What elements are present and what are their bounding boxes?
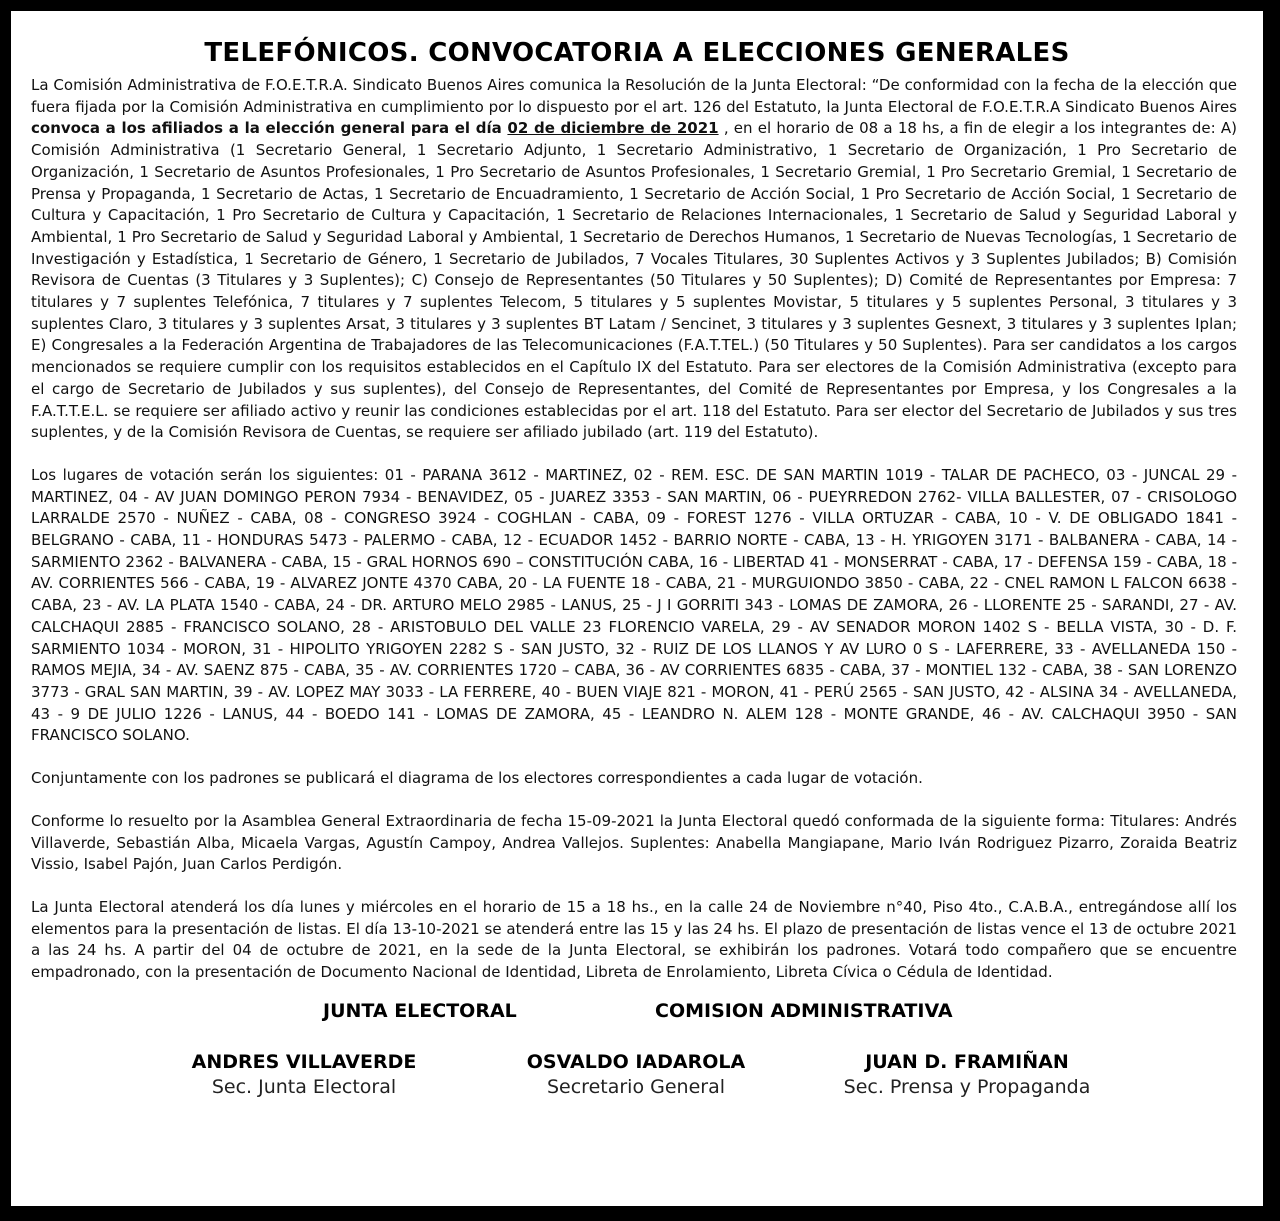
page-title: TELEFÓNICOS. CONVOCATORIA A ELECCIONES GENERALES [204, 38, 1070, 68]
signature-role: Sec. Prensa y Propaganda [843, 1075, 1091, 1098]
election-date: 02 de diciembre de 2021 [507, 119, 719, 138]
heading-comision-administrativa: COMISION ADMINISTRATIVA [655, 999, 953, 1022]
signature-block [797, 1050, 1137, 1100]
signature-name: ANDRES VILLAVERDE [191, 1050, 417, 1073]
paragraph-voting-places: Los lugares de votación serán los siguientes: 01 - PARANA 3612 - MARTINEZ, 02 - REM. ESC. DE SAN MARTIN 1019 - TALAR DE PACHECO, 03 - JUNCAL 29 - MARTINEZ, 04 - AV JUAN DOMINGO PERON 7934 - BENAVIDEZ, 05 - JUAREZ 3353 - SAN MARTIN, 06 - PUEYRREDON 2762- VILLA BALLESTER, 07 - CRISOLOGO LARRALDE 2570 - NUÑEZ - CABA, 08 - CONGRESO 3924 - COGHLAN - CABA, 09 - FOREST 1276 - VILLA ORTUZAR - CABA, 10 - V. DE OBLIGADO 1841 - BELGRANO - CABA, 11 - HONDURAS 5473 - PALERMO - CABA, 12 - ECUADOR 1452 - BARRIO NORTE - CABA, 13 - H. YRIGOYEN 3171 - BALBANERA - CABA, 14 - SARMIENTO 2362 - BALVANERA - CABA, 15 - GRAL HORNOS 690 – CONSTITUCIÓN CABA, 16 - LIBERTAD 41 - MONSERRAT - CABA, 17 - DEFENSA 159 - CABA, 18 - AV. CORRIENTES 566 - CABA, 19 - ALVAREZ JONTE 4370 CABA, 20 - LA FUENTE 18 - CABA, 21 - MURGUIONDO 3850 - CABA, 22 - CNEL RAMON L FALCON 6638 - CABA, 23 - AV. LA PLATA 1540 - CABA, 24 - DR. ARTURO MELO 2985 - LANUS, 25 - J I GORRITI 343 - LOMAS DE ZAMORA, 26 - LLORENTE 25 - SARANDI, 27 - AV. CALCHAQUI 2885 - FRANCISCO SOLANO, 28 - ARISTOBULO DEL VALLE 23 FLORENCIO VARELA, 29 - AV SENADOR MORON 1402 S - BELLA VISTA, 30 - D. F. SARMIENTO 1034 - MORON, 31 - HIPOLITO YRIGOYEN 2282 S - SAN JUSTO, 32 - RUIZ DE LOS LLANOS Y AV LURO 0 S - LAFERRERE, 33 - AVELLANEDA 150 - RAMOS MEJIA, 34 - AV. SAENZ 875 - CABA, 35 - AV. CORRIENTES 1720 – CABA, 36 - AV CORRIENTES 6835 - CABA, 37 - MONTIEL 132 - CABA, 38 - SAN LORENZO 3773 - GRAL SAN MARTIN, 39 - AV. LOPEZ MAY 3033 - LA FERRERE, 40 - BUEN VIAJE 821 - MORON, 41 - PERÚ 2565 - SAN JUSTO, 42 - ALSINA 34 - AVELLANEDA, 43 - 9 DE JULIO 1226 - LANUS, 44 - BOEDO 141 - LOMAS DE ZAMORA, 45 - LEANDRO N. ALEM 128 - MONTE GRANDE, 46 - AV. CALCHAQUI 3950 - SAN FRANCISCO SOLANO. [31, 465, 1237, 745]
convocation-highlight: convoca a los afiliados a la elección general para el día [31, 119, 508, 138]
signature-block [466, 1050, 806, 1100]
notice-frame [8, 8, 1266, 1209]
paragraph-diagram: Conjuntamente con los padrones se publicará el diagrama de los electores correspondientes a cada lugar de votación. [31, 769, 923, 788]
signature-role: Sec. Junta Electoral [211, 1075, 397, 1098]
signature-role: Secretario General [546, 1075, 725, 1098]
signature-name: JUAN D. FRAMIÑAN [865, 1050, 1069, 1073]
paragraph-convocation-rest: , en el horario de 08 a 18 hs, a fin de elegir a los integrantes de: A) Comisión Administrativa (1 Secretario General, 1 Secretario Adjunto, 1 Secretario Administrativo, 1 Secretario de Organización, 1 Pro Secretario de Organización, 1 Secretario de Asuntos Profesionales, 1 Pro Secretario de Asuntos Profesionales, 1 Secretario Gremial, 1 Pro Secretario Gremial, 1 Secretario de Prensa y Propaganda, 1 Secretario de Actas, 1 Secretario de Encuadramiento, 1 Secretario de Acción Social, 1 Pro Secretario de Acción Social, 1 Secretario de Cultura y Capacitación, 1 Pro Secretario de Cultura y Capacitación, 1 Secretario de Relaciones Internacionales, 1 Secretario de Salud y Seguridad Laboral y Ambiental, 1 Pro Secretario de Salud y Seguridad Laboral y Ambiental, 1 Secretario de Derechos Humanos, 1 Secretario de Nuevas Tecnologías, 1 Secretario de Investigación y Estadística, 1 Secretario de Género, 1 Secretario de Jubilados, 7 Vocales Titulares, 30 Suplentes Activos y 3 Suplentes Jubilados; B) Comisión Revisora de Cuentas (3 Titulares y 3 Suplentes); C) Consejo de Representantes (50 Titulares y 50 Suplentes); D) Comité de Representantes por Empresa: 7 titulares y 7 suplentes Telefónica, 7 titulares y 7 suplentes Telecom, 5 titulares y 5 suplentes Movistar, 5 titulares y 5 suplentes Personal, 3 titulares y 3 suplentes Claro, 3 titulares y 3 suplentes Arsat, 3 titulares y 3 suplentes BT Latam / Sencinet, 3 titulares y 3 suplentes Gesnext, 3 titulares y 3 suplentes Iplan; E) Congresales a la Federación Argentina de Trabajadores de las Telecomunicaciones (F.A.T.TEL.) (50 Titulares y 50 Suplentes). Para ser candidatos a los cargos mencionados se requiere cumplir con los requisitos establecidos en el Capítulo IX del Estatuto. Para ser electores de la Comisión Administrativa (excepto para el cargo de Secretario de Jubilados y sus suplentes), del Consejo de Representantes, del Comité de Representantes por Empresa, y los Congresales a la F.A.T.T.E.L. se requiere ser afiliado activo y reunir las condiciones establecidas por el art. 118 del Estatuto. Para ser elector del Secretario de Jubilados y sus tres suplentes, y de la Comisión Revisora de Cuentas, se requiere ser afiliado jubilado (art. 119 del Estatuto). [31, 119, 1237, 442]
paragraph-attention-hours: La Junta Electoral atenderá los día lunes y miércoles en el horario de 15 a 18 hs., en la calle 24 de Noviembre n°40, Piso 4to., C.A.B.A., entregándose allí los elementos para la presentación de listas. El día 13-10-2021 se atenderá entre las 15 y las 24 hs. El plazo de presentación de listas vence el 13 de octubre 2021 a las 24 hs. A partir del 04 de octubre de 2021, en la sede de la Junta Electoral, se exhibirán los padrones. Votará todo compañero que se encuentre empadronado, con la presentación de Documento Nacional de Identidad, Libreta de Enrolamiento, Libreta Cívica o Cédula de Identidad. [31, 897, 1237, 982]
paragraph-convocation [31, 75, 1237, 444]
heading-junta-electoral: JUNTA ELECTORAL [323, 999, 517, 1022]
signature-block [134, 1050, 474, 1100]
paragraph-electoral-board: Conforme lo resuelto por la Asamblea General Extraordinaria de fecha 15-09-2021 la Junta Electoral quedó conformada de la siguiente forma: Titulares: Andrés Villaverde, Sebastián Alba, Micaela Vargas, Agustín Campoy, Andrea Vallejos. Suplentes: Anabella Mangiapane, Mario Iván Rodriguez Pizarro, Zoraida Beatriz Vissio, Isabel Pajón, Juan Carlos Perdigón. [31, 811, 1237, 874]
notice-body [11, 75, 1263, 1108]
signature-row [31, 1050, 1237, 1108]
signature-headings [31, 1000, 1237, 1030]
paragraph-convocation-intro: La Comisión Administrativa de F.O.E.T.R.A. Sindicato Buenos Aires comunica la Resolución de la Junta Electoral: “De conformidad con la fecha de la elección que fuera fijada por la Comisión Administrativa en cumplimiento por lo dispuesto por el art. 126 del Estatuto, la Junta Electoral de F.O.E.T.R.A Sindicato Buenos Aires [31, 76, 1237, 116]
signature-name: OSVALDO IADAROLA [526, 1050, 746, 1073]
